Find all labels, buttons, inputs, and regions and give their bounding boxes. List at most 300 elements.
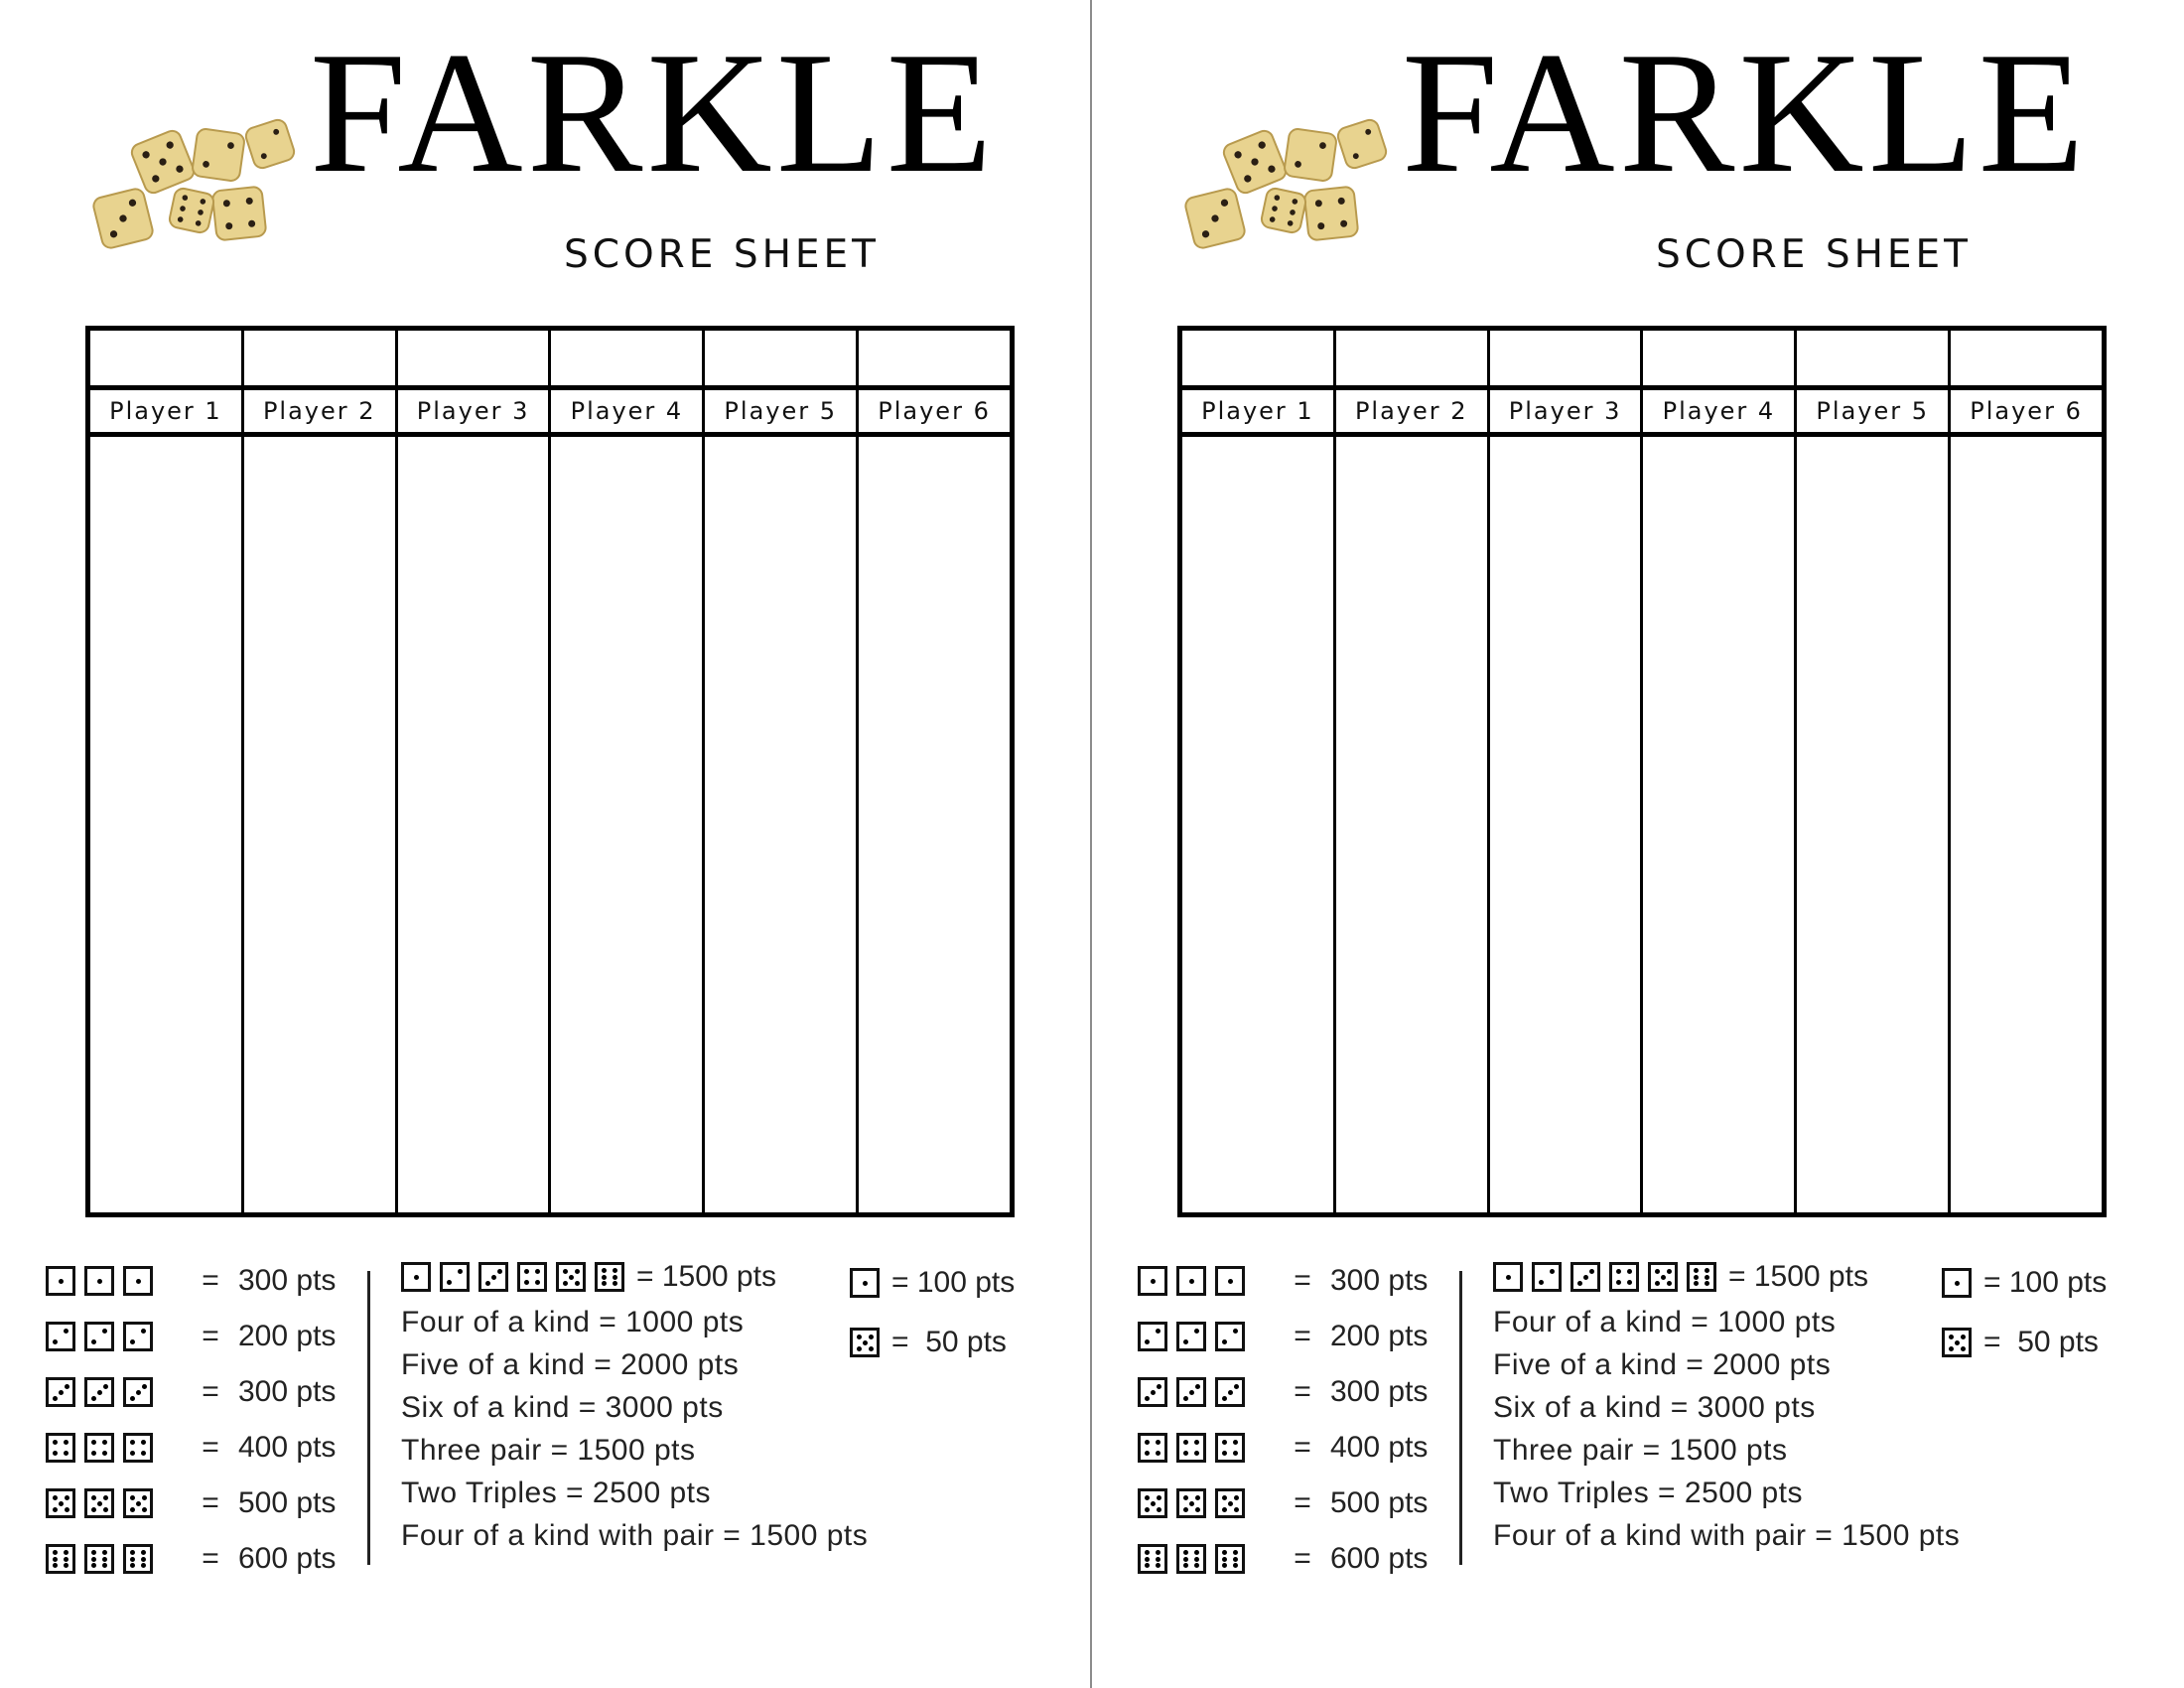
page-title: FARKLE — [1402, 16, 2089, 209]
equals-sign: = — [1294, 1486, 1311, 1519]
pip — [1616, 1269, 1621, 1274]
player-label: Player 1 — [1182, 390, 1333, 437]
single-row — [1942, 1253, 2150, 1313]
pip — [1157, 1384, 1161, 1389]
die-face-6-icon — [1176, 1544, 1206, 1574]
pip — [130, 1550, 135, 1555]
pip — [1189, 1279, 1194, 1284]
score-sheet-left — [0, 0, 1090, 1688]
pip — [1222, 1339, 1227, 1344]
pip — [535, 1269, 540, 1274]
pip — [1616, 1280, 1621, 1285]
pip — [1156, 1440, 1160, 1445]
triple-row — [1138, 1531, 1465, 1587]
pip — [103, 1495, 108, 1500]
pip — [535, 1280, 540, 1285]
equals-sign: = — [1294, 1542, 1311, 1575]
player-name-field[interactable] — [1951, 331, 2102, 390]
die-face-1-icon — [46, 1266, 75, 1296]
pip — [1233, 1329, 1238, 1334]
pip — [1145, 1495, 1150, 1500]
points-value: 400 pts — [1330, 1431, 1429, 1464]
die-face-6-icon — [1215, 1544, 1245, 1574]
triple-dice — [1138, 1488, 1275, 1518]
pip — [91, 1557, 96, 1562]
triple-dice — [1138, 1377, 1275, 1407]
straight-row — [1493, 1253, 1930, 1301]
pip — [141, 1563, 146, 1568]
triple-row — [1138, 1364, 1465, 1420]
die-face-3-icon — [123, 1377, 153, 1407]
triple-dice — [1138, 1266, 1275, 1296]
player-name-field[interactable] — [705, 331, 856, 390]
single-row — [1942, 1313, 2150, 1372]
pip — [130, 1339, 135, 1344]
score-table — [85, 326, 1015, 1217]
pip — [1577, 1281, 1582, 1286]
pip — [1667, 1269, 1672, 1274]
die-face-5-icon — [46, 1488, 75, 1518]
pip — [1194, 1440, 1199, 1445]
straight-row — [401, 1253, 838, 1301]
pip — [142, 1507, 147, 1512]
pip — [869, 1335, 874, 1339]
pip — [1949, 1346, 1954, 1351]
player-name-field[interactable] — [1797, 331, 1948, 390]
score-entry-area[interactable] — [551, 437, 702, 1212]
pip — [1233, 1440, 1238, 1445]
die-face-2-icon — [84, 1322, 114, 1351]
pip — [1705, 1275, 1709, 1280]
pip — [613, 1268, 617, 1273]
die-face-3-icon — [1176, 1377, 1206, 1407]
die-face-2-icon — [1532, 1262, 1562, 1292]
points-value: 200 pts — [1330, 1320, 1429, 1352]
player-column — [244, 331, 398, 1212]
pip — [1195, 1507, 1200, 1512]
equals-sign: = — [202, 1542, 219, 1575]
combo-rule: Four of a kind = 1000 pts — [401, 1305, 745, 1338]
score-entry-area[interactable] — [1490, 437, 1641, 1212]
player-label: Player 5 — [705, 390, 856, 437]
triple-dice — [46, 1488, 183, 1518]
player-column — [705, 331, 859, 1212]
die-face-4-icon — [84, 1433, 114, 1463]
die-face-5-icon — [84, 1488, 114, 1518]
equals-sign: = — [202, 1375, 219, 1408]
pip — [1183, 1339, 1188, 1344]
pip — [1195, 1495, 1200, 1500]
pip — [1589, 1269, 1594, 1274]
pip — [1145, 1396, 1150, 1401]
pip — [1194, 1563, 1199, 1568]
pip — [65, 1495, 69, 1500]
pip — [524, 1280, 529, 1285]
pip — [1955, 1281, 1960, 1286]
pip — [130, 1507, 135, 1512]
pip — [1222, 1563, 1227, 1568]
single-points: = 50 pts — [891, 1326, 1007, 1358]
player-name-field[interactable] — [1182, 331, 1333, 390]
single-row — [850, 1313, 1058, 1372]
pip — [1145, 1507, 1150, 1512]
pip — [1195, 1384, 1200, 1389]
die-face-5-icon — [1176, 1488, 1206, 1518]
combo-rule: Three pair = 1500 pts — [401, 1433, 696, 1467]
single-points: = 100 pts — [891, 1266, 1016, 1299]
die-face-1-icon — [850, 1268, 880, 1298]
pip — [563, 1281, 568, 1286]
singles-reference — [1942, 1253, 2150, 1372]
die-face-1-icon — [123, 1266, 153, 1296]
die-face-5-icon — [850, 1328, 880, 1357]
die-face-2-icon — [46, 1322, 75, 1351]
dice-illustration-icon — [87, 111, 345, 280]
die-face-3-icon — [84, 1377, 114, 1407]
score-entry-area[interactable] — [1797, 437, 1948, 1212]
pip — [102, 1440, 107, 1445]
pip — [863, 1281, 868, 1286]
pip — [64, 1440, 68, 1445]
score-entry-area[interactable] — [705, 437, 856, 1212]
pip — [53, 1440, 58, 1445]
pip — [130, 1563, 135, 1568]
reference-divider — [367, 1271, 370, 1565]
pip — [1145, 1339, 1150, 1344]
pip — [1151, 1390, 1156, 1395]
pip — [1194, 1557, 1199, 1562]
pip — [1234, 1507, 1239, 1512]
player-name-field[interactable] — [1336, 331, 1487, 390]
pip — [1222, 1507, 1227, 1512]
player-column — [398, 331, 552, 1212]
pip — [1145, 1563, 1150, 1568]
pip — [142, 1384, 147, 1389]
pip — [1183, 1396, 1188, 1401]
pip — [130, 1495, 135, 1500]
pip — [136, 1279, 141, 1284]
pip — [1145, 1451, 1150, 1456]
triples-reference — [46, 1253, 373, 1587]
combo-rule: Four of a kind with pair = 1500 pts — [1493, 1518, 1961, 1552]
pip — [1157, 1507, 1161, 1512]
player-column — [1643, 331, 1797, 1212]
die-face-4-icon — [1609, 1262, 1639, 1292]
pip — [65, 1384, 69, 1389]
triple-row — [46, 1531, 373, 1587]
triple-row — [1138, 1420, 1465, 1476]
player-column — [551, 331, 705, 1212]
die-face-1-icon — [1215, 1266, 1245, 1296]
pip — [130, 1440, 135, 1445]
player-label: Player 5 — [1797, 390, 1948, 437]
pip — [524, 1269, 529, 1274]
score-entry-area[interactable] — [1951, 437, 2102, 1212]
pip — [1183, 1451, 1188, 1456]
player-label: Player 4 — [1643, 390, 1794, 437]
pip — [863, 1340, 868, 1345]
player-name-field[interactable] — [244, 331, 395, 390]
combo-rule: Three pair = 1500 pts — [1493, 1433, 1788, 1467]
pip — [569, 1275, 574, 1280]
pip — [64, 1329, 68, 1334]
single-points: = 100 pts — [1983, 1266, 2108, 1299]
pip — [1183, 1507, 1188, 1512]
pip — [1183, 1495, 1188, 1500]
singles-reference — [850, 1253, 1058, 1372]
score-entry-area[interactable] — [90, 437, 241, 1212]
die-face-4-icon — [1138, 1433, 1167, 1463]
pip — [141, 1557, 146, 1562]
die-face-5-icon — [556, 1262, 586, 1292]
points-value: 300 pts — [1330, 1264, 1429, 1297]
score-entry-area[interactable] — [859, 437, 1010, 1212]
pip — [102, 1451, 107, 1456]
die-face-4-icon — [46, 1433, 75, 1463]
pip — [102, 1329, 107, 1334]
pip — [1661, 1275, 1666, 1280]
pip — [458, 1269, 463, 1274]
triple-dice — [46, 1266, 183, 1296]
die-face-6-icon — [1138, 1544, 1167, 1574]
pip — [575, 1281, 580, 1286]
pip — [53, 1339, 58, 1344]
pip — [497, 1269, 502, 1274]
pip — [1156, 1329, 1160, 1334]
pip — [59, 1279, 64, 1284]
player-column — [1951, 331, 2102, 1212]
pip — [1222, 1396, 1227, 1401]
triple-row — [1138, 1253, 1465, 1309]
equals-sign: = — [1294, 1375, 1311, 1408]
die-face-2-icon — [1176, 1322, 1206, 1351]
pip — [857, 1346, 862, 1351]
pip — [136, 1390, 141, 1395]
pip — [1183, 1550, 1188, 1555]
pip — [1694, 1275, 1699, 1280]
equals-sign: = — [202, 1431, 219, 1464]
pip — [1194, 1451, 1199, 1456]
page-subtitle: SCORE SHEET — [564, 232, 881, 277]
pip — [1550, 1269, 1555, 1274]
player-label: Player 6 — [1951, 390, 2102, 437]
pip — [1183, 1557, 1188, 1562]
pip — [485, 1281, 490, 1286]
pip — [64, 1451, 68, 1456]
pip — [91, 1495, 96, 1500]
score-sheet-right — [1092, 0, 2182, 1688]
player-name-field[interactable] — [398, 331, 549, 390]
player-label: Player 3 — [1490, 390, 1641, 437]
die-face-2-icon — [440, 1262, 470, 1292]
triple-dice — [46, 1544, 183, 1574]
pip — [1234, 1384, 1239, 1389]
pip — [102, 1550, 107, 1555]
die-face-1-icon — [1493, 1262, 1523, 1292]
straight-points: = 1500 pts — [1728, 1260, 1868, 1293]
pip — [59, 1501, 64, 1506]
player-label: Player 4 — [551, 390, 702, 437]
die-face-5-icon — [1648, 1262, 1678, 1292]
pip — [602, 1281, 607, 1286]
pip — [1228, 1390, 1233, 1395]
pip — [1222, 1451, 1227, 1456]
score-entry-area[interactable] — [1336, 437, 1487, 1212]
pip — [1961, 1346, 1966, 1351]
pip — [1583, 1275, 1588, 1280]
pip — [447, 1280, 452, 1285]
die-face-5-icon — [1138, 1488, 1167, 1518]
pip — [103, 1507, 108, 1512]
player-column — [90, 331, 244, 1212]
combo-rule: Four of a kind = 1000 pts — [1493, 1305, 1837, 1338]
pip — [414, 1275, 419, 1280]
triple-row — [1138, 1309, 1465, 1364]
triple-row — [46, 1364, 373, 1420]
combo-rule: Five of a kind = 2000 pts — [401, 1347, 740, 1381]
points-value: 300 pts — [238, 1264, 337, 1297]
score-entry-area[interactable] — [244, 437, 395, 1212]
pip — [1183, 1440, 1188, 1445]
combo-rule: Four of a kind with pair = 1500 pts — [401, 1518, 869, 1552]
pip — [602, 1268, 607, 1273]
die-face-1-icon — [401, 1262, 431, 1292]
pip — [91, 1396, 96, 1401]
triple-row — [46, 1476, 373, 1531]
pip — [130, 1451, 135, 1456]
pip — [1189, 1501, 1194, 1506]
pip — [53, 1495, 58, 1500]
pip — [1145, 1550, 1150, 1555]
combo-rule: Six of a kind = 3000 pts — [1493, 1390, 1816, 1424]
pip — [1189, 1390, 1194, 1395]
equals-sign: = — [202, 1486, 219, 1519]
player-label: Player 2 — [244, 390, 395, 437]
pip — [1627, 1280, 1632, 1285]
player-column — [1797, 331, 1951, 1212]
pip — [141, 1550, 146, 1555]
player-column — [1490, 331, 1644, 1212]
die-face-4-icon — [517, 1262, 547, 1292]
pip — [53, 1507, 58, 1512]
pip — [53, 1563, 58, 1568]
pip — [102, 1557, 107, 1562]
points-value: 600 pts — [1330, 1542, 1429, 1575]
equals-sign: = — [202, 1264, 219, 1297]
score-entry-area[interactable] — [1182, 437, 1333, 1212]
pip — [1233, 1557, 1238, 1562]
pip — [613, 1275, 617, 1280]
combo-rule: Six of a kind = 3000 pts — [401, 1390, 724, 1424]
player-label: Player 3 — [398, 390, 549, 437]
pip — [1228, 1279, 1233, 1284]
pip — [491, 1275, 496, 1280]
combinations-reference — [401, 1253, 869, 1557]
pip — [1222, 1440, 1227, 1445]
score-entry-area[interactable] — [398, 437, 549, 1212]
points-value: 400 pts — [238, 1431, 337, 1464]
pip — [91, 1563, 96, 1568]
die-face-2-icon — [1138, 1322, 1167, 1351]
die-face-6-icon — [123, 1544, 153, 1574]
pip — [1627, 1269, 1632, 1274]
pip — [136, 1501, 141, 1506]
pip — [97, 1279, 102, 1284]
die-face-5-icon — [1215, 1488, 1245, 1518]
pip — [1655, 1281, 1660, 1286]
pip — [1156, 1563, 1160, 1568]
pip — [64, 1557, 68, 1562]
pip — [1222, 1495, 1227, 1500]
die-face-6-icon — [46, 1544, 75, 1574]
pip — [613, 1281, 617, 1286]
triple-dice — [46, 1433, 183, 1463]
pip — [130, 1396, 135, 1401]
pip — [65, 1507, 69, 1512]
pip — [1949, 1335, 1954, 1339]
pip — [1233, 1550, 1238, 1555]
dice-illustration-icon — [1179, 111, 1437, 280]
pip — [1233, 1563, 1238, 1568]
triple-dice — [46, 1377, 183, 1407]
pip — [1955, 1340, 1960, 1345]
points-value: 600 pts — [238, 1542, 337, 1575]
pip — [53, 1451, 58, 1456]
pip — [1145, 1557, 1150, 1562]
pip — [869, 1346, 874, 1351]
player-name-field[interactable] — [859, 331, 1010, 390]
pip — [130, 1557, 135, 1562]
player-name-field[interactable] — [551, 331, 702, 390]
die-face-1-icon — [84, 1266, 114, 1296]
player-name-field[interactable] — [1490, 331, 1641, 390]
straight-dice — [401, 1262, 624, 1292]
player-name-field[interactable] — [1643, 331, 1794, 390]
pip — [1145, 1440, 1150, 1445]
triples-reference — [1138, 1253, 1465, 1587]
player-column — [1336, 331, 1490, 1212]
player-label: Player 6 — [859, 390, 1010, 437]
pip — [1655, 1269, 1660, 1274]
pip — [53, 1396, 58, 1401]
player-label: Player 2 — [1336, 390, 1487, 437]
pip — [1194, 1329, 1199, 1334]
triple-row — [46, 1309, 373, 1364]
pip — [91, 1440, 96, 1445]
single-row — [850, 1253, 1058, 1313]
score-entry-area[interactable] — [1643, 437, 1794, 1212]
die-face-5-icon — [123, 1488, 153, 1518]
pip — [91, 1507, 96, 1512]
die-face-4-icon — [1215, 1433, 1245, 1463]
pip — [1667, 1281, 1672, 1286]
player-column — [1182, 331, 1336, 1212]
die-face-1-icon — [1138, 1266, 1167, 1296]
player-name-field[interactable] — [90, 331, 241, 390]
pip — [575, 1269, 580, 1274]
pip — [53, 1557, 58, 1562]
score-table — [1177, 326, 2107, 1217]
pip — [1705, 1281, 1709, 1286]
die-face-3-icon — [1215, 1377, 1245, 1407]
triple-dice — [46, 1322, 183, 1351]
pip — [1157, 1495, 1161, 1500]
page-subtitle: SCORE SHEET — [1656, 232, 1973, 277]
equals-sign: = — [1294, 1264, 1311, 1297]
pip — [91, 1451, 96, 1456]
pip — [59, 1390, 64, 1395]
die-face-1-icon — [1942, 1268, 1972, 1298]
